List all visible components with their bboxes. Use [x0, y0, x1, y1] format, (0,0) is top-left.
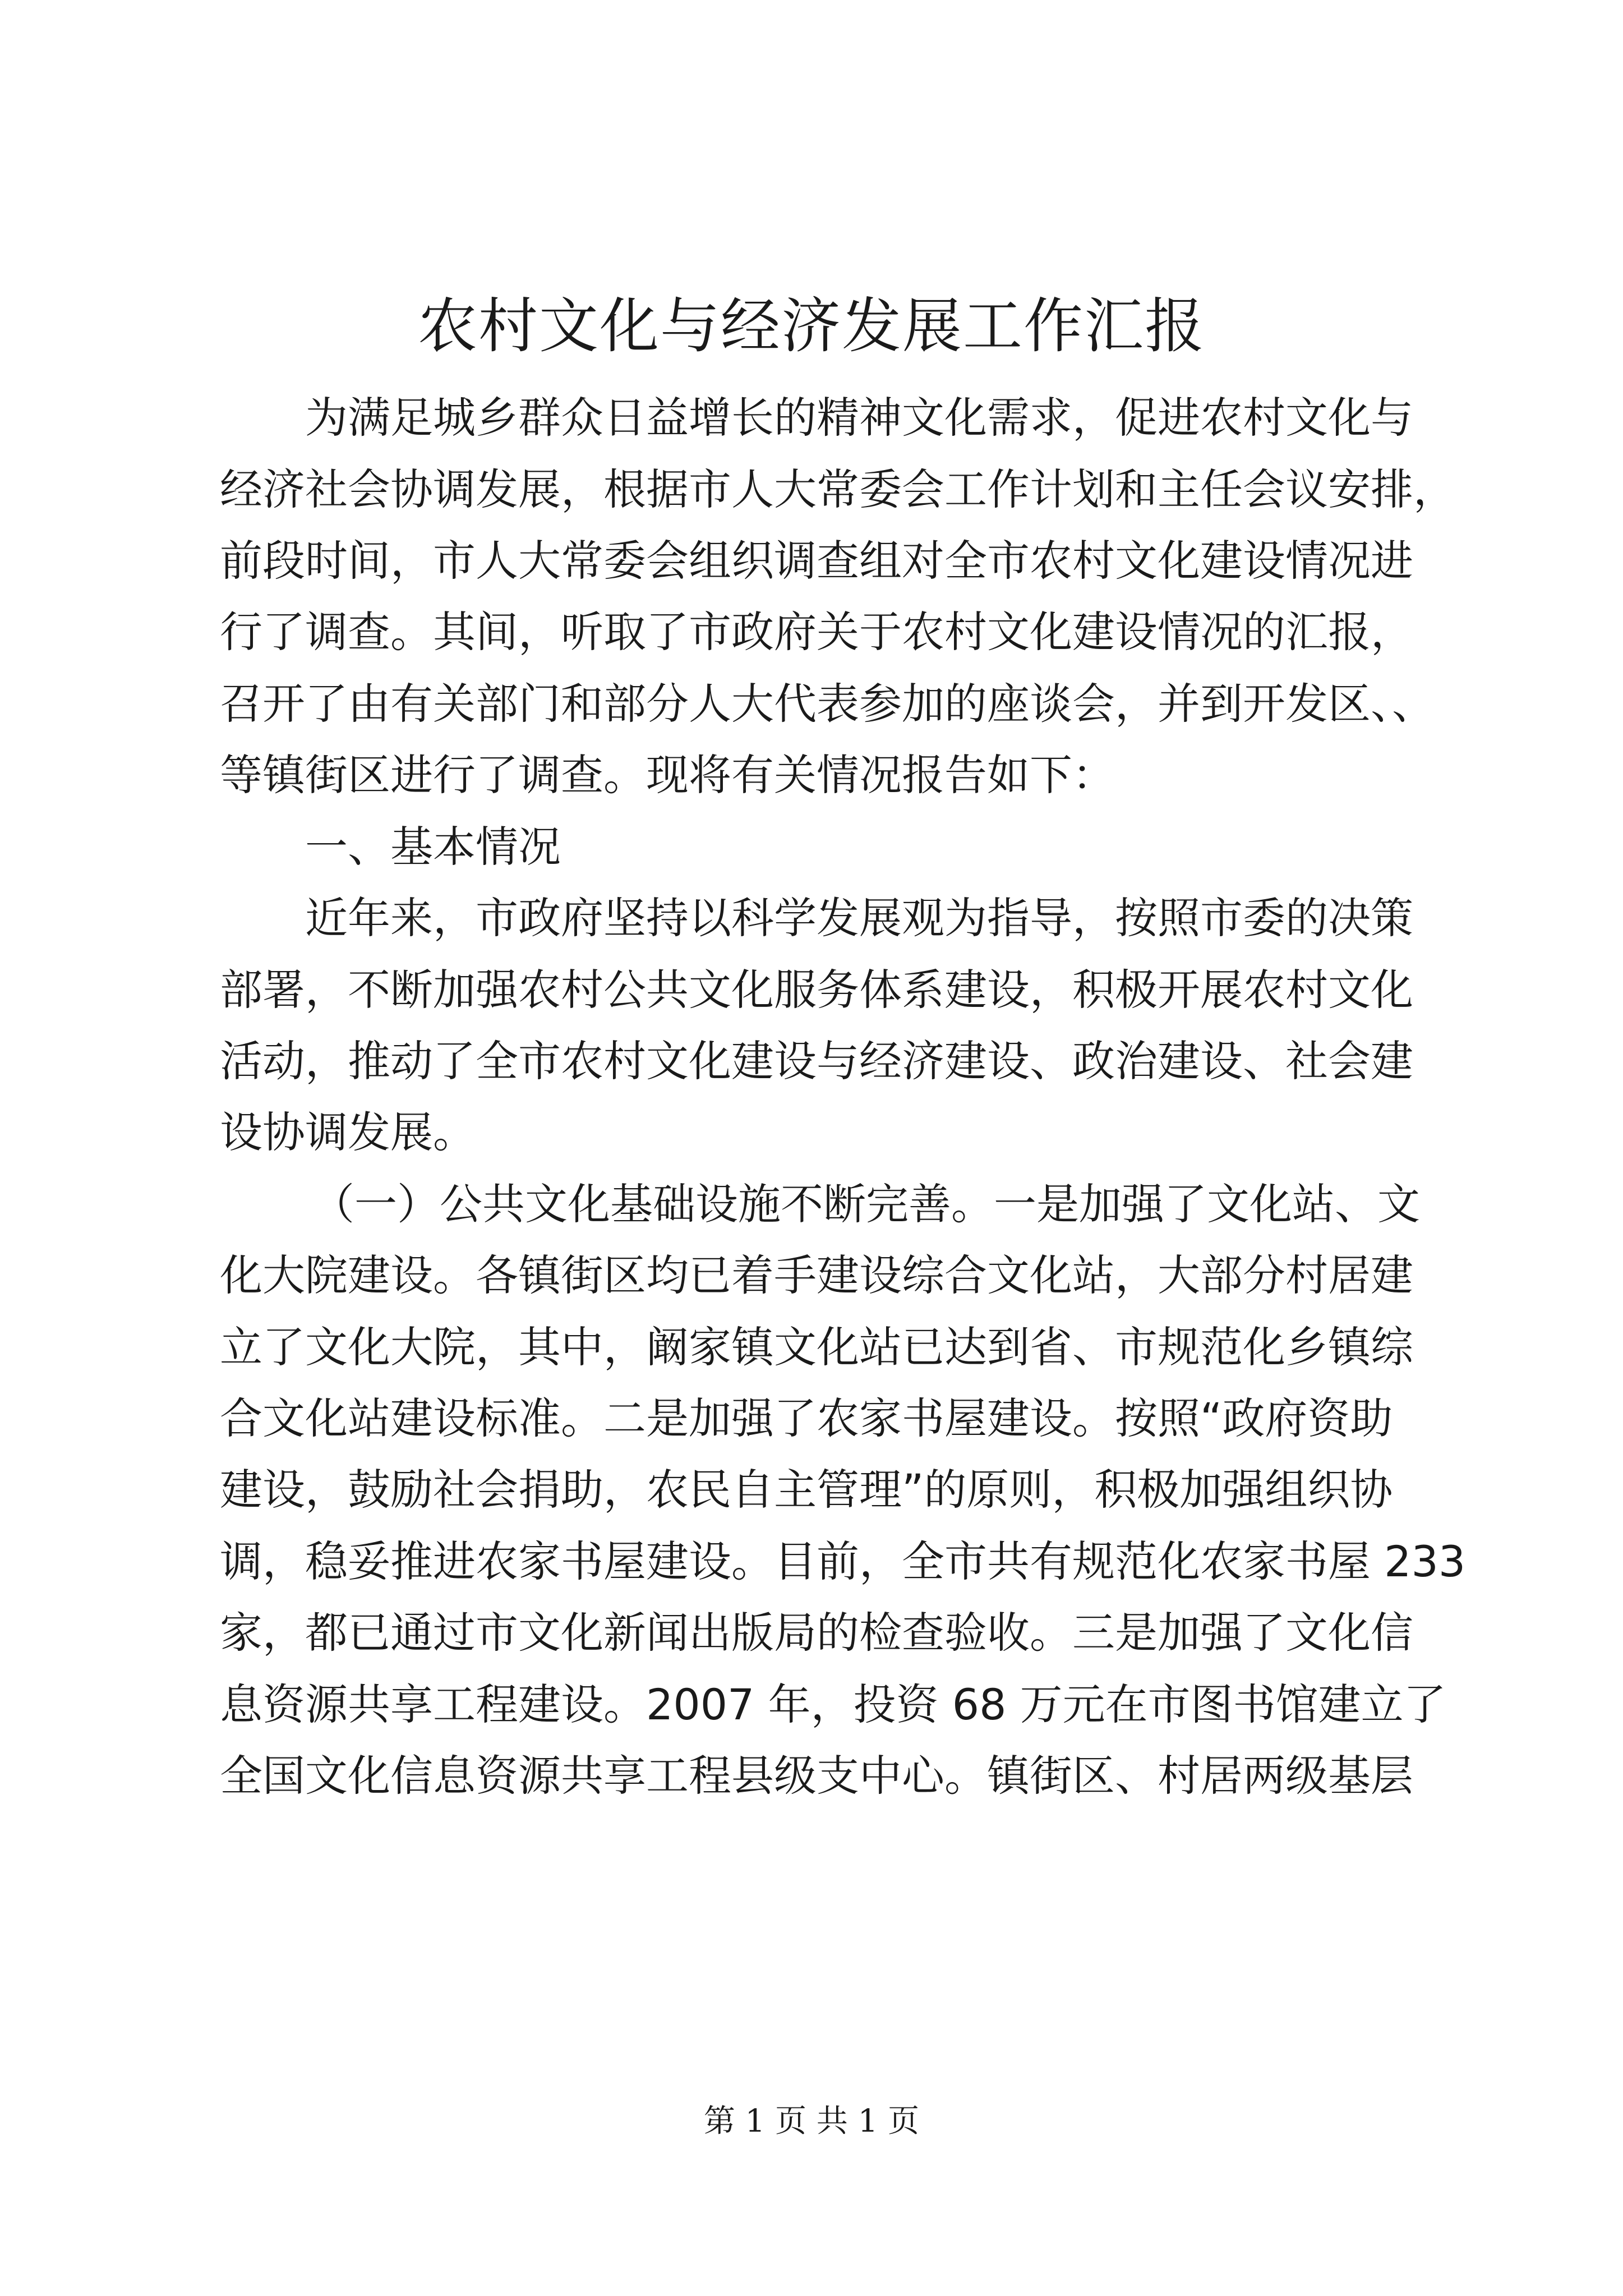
paragraph-line: 调，稳妥推进农家书屋建设。目前，全市共有规范化农家书屋 233: [220, 1536, 1466, 1586]
paragraph-line: 全国文化信息资源共享工程县级支中心。镇街区、村居两级基层: [220, 1751, 1413, 1801]
paragraph-line: 近年来，市政府坚持以科学发展观为指导，按照市委的决策: [305, 893, 1413, 943]
paragraph-line: 为满足城乡群众日益增长的精神文化需求，促进农村文化与: [305, 393, 1413, 443]
paragraph-line: 立了文化大院，其中，阚家镇文化站已达到省、市规范化乡镇综: [220, 1322, 1413, 1372]
section-heading: 一、基本情况: [305, 822, 561, 872]
paragraph-line: 经济社会协调发展，根据市人大常委会工作计划和主任会议安排，: [220, 464, 1456, 514]
paragraph-line: 化大院建设。各镇街区均已着手建设综合文化站，大部分村居建: [220, 1250, 1413, 1300]
page-footer: 第 1 页 共 1 页: [703, 2103, 920, 2139]
paragraph-line: 合文化站建设标准。二是加强了农家书屋建设。按照“政府资助: [220, 1393, 1393, 1443]
paragraph-line: 行了调查。其间，听取了市政府关于农村文化建设情况的汇报，: [220, 607, 1413, 657]
paragraph-line: 设协调发展。: [220, 1107, 476, 1157]
document-title: 农村文化与经济发展工作汇报: [418, 292, 1205, 361]
paragraph-line: 等镇街区进行了调查。现将有关情况报告如下：: [220, 750, 1115, 800]
paragraph-line: 家，都已通过市文化新闻出版局的检查验收。三是加强了文化信: [220, 1608, 1413, 1658]
paragraph-line: （一）公共文化基础设施不断完善。一是加强了文化站、文: [312, 1179, 1420, 1229]
paragraph-line: 部署，不断加强农村公共文化服务体系建设，积极开展农村文化: [220, 965, 1413, 1015]
paragraph-line: 前段时间，市人大常委会组织调查组对全市农村文化建设情况进: [220, 536, 1413, 586]
paragraph-line: 息资源共享工程建设。2007 年，投资 68 万元在市图书馆建立了: [220, 1680, 1446, 1729]
paragraph-line: 建设，鼓励社会捐助，农民自主管理”的原则，积极加强组织协: [220, 1465, 1393, 1515]
paragraph-line: 活动，推动了全市农村文化建设与经济建设、政治建设、社会建: [220, 1036, 1413, 1086]
paragraph-line: 召开了由有关部门和部分人大代表参加的座谈会，并到开发区、、: [220, 679, 1435, 729]
